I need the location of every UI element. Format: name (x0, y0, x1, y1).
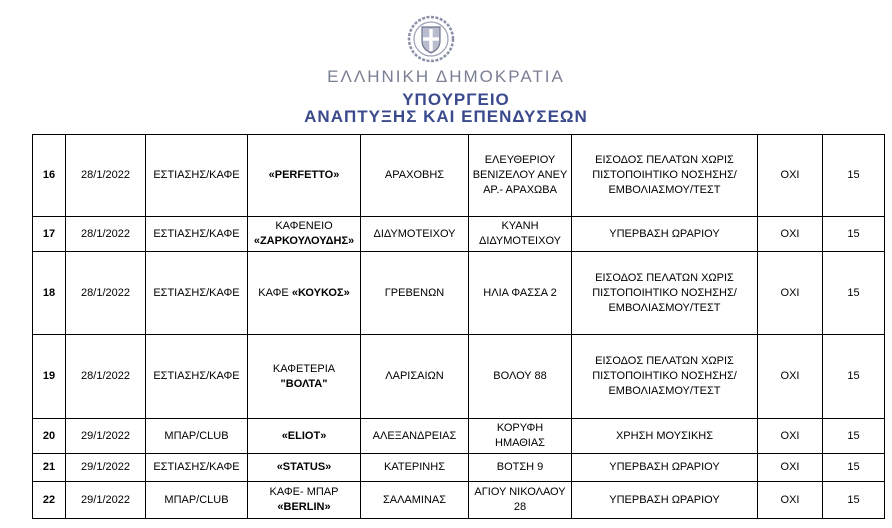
business-type: ΚΑΦΕΝΕΙΟ (275, 220, 333, 232)
greek-coat-of-arms-icon (407, 14, 455, 64)
answer-cell: ΟΧΙ (758, 482, 823, 519)
date-cell: 29/1/2022 (66, 419, 146, 454)
business-name: «ΚΟΥΚΟΣ» (291, 286, 350, 299)
row-number: 21 (33, 454, 66, 482)
business-name-cell (248, 252, 361, 335)
area-cell: ΑΡΑΧΟΒΗΣ (361, 135, 469, 217)
category-cell: ΕΣΤΙΑΣΗΣ/ΚΑΦΕ (146, 217, 248, 252)
address-cell: ΒΟΛΟΥ 88 (469, 335, 572, 419)
row-number: 18 (33, 252, 66, 335)
violation-cell: ΥΠΕΡΒΑΣΗ ΩΡΑΡΙΟΥ (572, 454, 758, 482)
days-cell: 15 (823, 252, 885, 335)
area-cell: ΛΑΡΙΣΑΙΩΝ (361, 335, 469, 419)
table-row (33, 454, 885, 482)
table-row (33, 419, 885, 454)
table-row (33, 335, 885, 419)
table-row (33, 217, 885, 252)
violation-cell: ΕΙΣΟΔΟΣ ΠΕΛΑΤΩΝ ΧΩΡΙΣ ΠΙΣΤΟΠΟΙΗΤΙΚΟ ΝΟΣΗΣΗΣ/ΕΜΒΟΛΙΑΣΜΟΥ/ΤΕΣΤ (572, 135, 758, 217)
days-cell: 15 (823, 217, 885, 252)
business-type: ΚΑΦΕ- ΜΠΑΡ (269, 486, 339, 498)
days-cell: 15 (823, 454, 885, 482)
days-cell: 15 (823, 335, 885, 419)
business-name: «BERLIN» (277, 501, 331, 513)
days-cell: 15 (823, 482, 885, 519)
address-cell: ΚΟΡΥΦΗ ΗΜΑΘΙΑΣ (469, 419, 572, 454)
answer-cell: ΟΧΙ (758, 335, 823, 419)
area-cell: ΚΑΤΕΡΙΝΗΣ (361, 454, 469, 482)
violation-cell: ΧΡΗΣΗ ΜΟΥΣΙΚΗΣ (572, 419, 758, 454)
violation-cell: ΕΙΣΟΔΟΣ ΠΕΛΑΤΩΝ ΧΩΡΙΣ ΠΙΣΤΟΠΟΙΗΤΙΚΟ ΝΟΣΗΣΗΣ/ΕΜΒΟΛΙΑΣΜΟΥ/ΤΕΣΤ (572, 335, 758, 419)
business-name: «ELIOT» (281, 429, 327, 442)
area-cell: ΔΙΔΥΜΟΤΕΙΧΟΥ (361, 217, 469, 252)
address-cell: ΗΛΙΑ ΦΑΣΣΑ 2 (469, 252, 572, 335)
category-cell: ΜΠΑΡ/CLUB (146, 419, 248, 454)
date-cell: 28/1/2022 (66, 135, 146, 217)
business-type: ΚΑΦΕ (258, 286, 289, 299)
table-row (33, 252, 885, 335)
date-cell: 29/1/2022 (66, 454, 146, 482)
category-cell: ΕΣΤΙΑΣΗΣ/ΚΑΦΕ (146, 252, 248, 335)
row-number: 17 (33, 217, 66, 252)
business-name: "ΒΟΛΤΑ" (280, 377, 328, 390)
answer-cell: ΟΧΙ (758, 454, 823, 482)
violation-cell: ΕΙΣΟΔΟΣ ΠΕΛΑΤΩΝ ΧΩΡΙΣ ΠΙΣΤΟΠΟΙΗΤΙΚΟ ΝΟΣΗΣΗΣ/ΕΜΒΟΛΙΑΣΜΟΥ/ΤΕΣΤ (572, 252, 758, 335)
business-type: ΚΑΦΕΤΕΡΙΑ (272, 362, 336, 375)
date-cell: 28/1/2022 (66, 335, 146, 419)
answer-cell: ΟΧΙ (758, 135, 823, 217)
violation-cell: ΥΠΕΡΒΑΣΗ ΩΡΑΡΙΟΥ (572, 217, 758, 252)
ministry-title-line1: ΥΠΟΥΡΓΕΙΟ (402, 90, 510, 109)
business-name: «STATUS» (276, 461, 332, 473)
document-header (0, 0, 892, 130)
business-name: «PERFETTO» (268, 169, 340, 181)
business-name-cell (248, 217, 361, 252)
category-cell: ΕΣΤΙΑΣΗΣ/ΚΑΦΕ (146, 454, 248, 482)
date-cell: 29/1/2022 (66, 482, 146, 519)
address-cell: ΒΟΤΣΗ 9 (469, 454, 572, 482)
republic-title: ΕΛΛΗΝΙΚΗ ΔΗΜΟΚΡΑΤΙΑ (327, 67, 565, 86)
business-name-cell (248, 482, 361, 519)
row-number: 20 (33, 419, 66, 454)
business-name: «ΖΑΡΚΟΥΛΟΥΔΗΣ» (253, 235, 355, 247)
category-cell: ΕΣΤΙΑΣΗΣ/ΚΑΦΕ (146, 335, 248, 419)
business-name-cell (248, 454, 361, 482)
ministry-title-line2: ΑΝΑΠΤΥΞΗΣ ΚΑΙ ΕΠΕΝΔΥΣΕΩΝ (304, 107, 588, 126)
days-cell: 15 (823, 135, 885, 217)
answer-cell: ΟΧΙ (758, 252, 823, 335)
area-cell: ΓΡΕΒΕΝΩΝ (361, 252, 469, 335)
answer-cell: ΟΧΙ (758, 217, 823, 252)
answer-cell: ΟΧΙ (758, 419, 823, 454)
business-name-cell (248, 335, 361, 419)
area-cell: ΑΛΕΞΑΝΔΡΕΙΑΣ (361, 419, 469, 454)
table-row (33, 135, 885, 217)
category-cell: ΜΠΑΡ/CLUB (146, 482, 248, 519)
category-cell: ΕΣΤΙΑΣΗΣ/ΚΑΦΕ (146, 135, 248, 217)
row-number: 22 (33, 482, 66, 519)
row-number: 16 (33, 135, 66, 217)
address-cell: ΕΛΕΥΘΕΡΙΟΥ ΒΕΝΙΖΕΛΟΥ ΑΝΕΥ ΑΡ.- ΑΡΑΧΩΒΑ (469, 135, 572, 217)
address-cell: ΚΥΑΝΗ ΔΙΔΥΜΟΤΕΙΧΟΥ (469, 217, 572, 252)
business-name-cell (248, 135, 361, 217)
area-cell: ΣΑΛΑΜΙΝΑΣ (361, 482, 469, 519)
date-cell: 28/1/2022 (66, 252, 146, 335)
violation-cell: ΥΠΕΡΒΑΣΗ ΩΡΑΡΙΟΥ (572, 482, 758, 519)
business-name-cell (248, 419, 361, 454)
inspections-table (32, 134, 885, 519)
address-cell: ΑΓΙΟΥ ΝΙΚΟΛΑΟΥ 28 (469, 482, 572, 519)
date-cell: 28/1/2022 (66, 217, 146, 252)
row-number: 19 (33, 335, 66, 419)
days-cell: 15 (823, 419, 885, 454)
table-row (33, 482, 885, 519)
